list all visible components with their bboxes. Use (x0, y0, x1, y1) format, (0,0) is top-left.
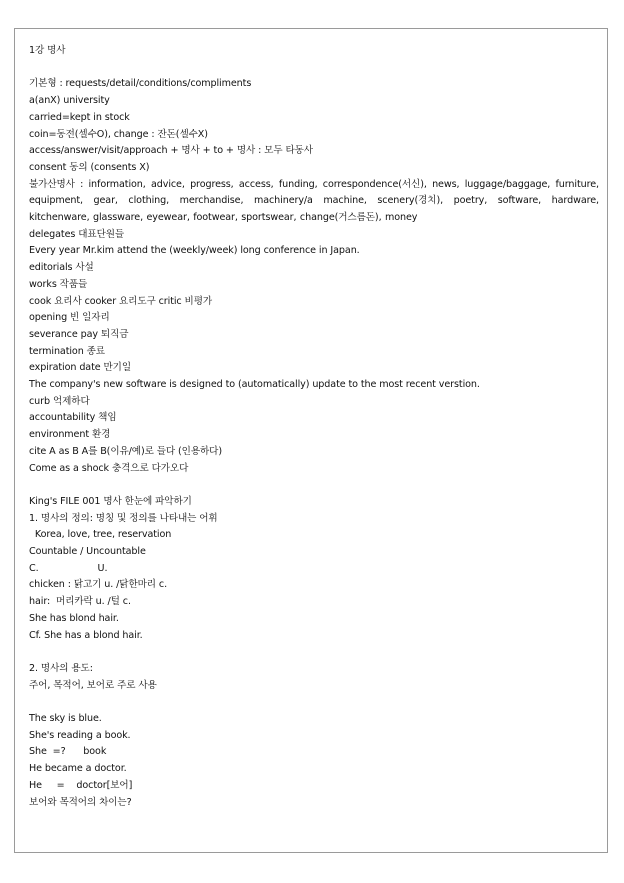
text-line: coin=동전(셀수O), change : 잔돈(셀수X) (29, 128, 208, 140)
text-line: carried=kept in stock (29, 111, 130, 123)
noun-usage-section (29, 661, 599, 694)
text-line: Come as a shock 충격으로 다가오다 (29, 462, 189, 474)
kings-file-section (29, 494, 599, 644)
text-line: He became a doctor. (29, 763, 127, 775)
text-line: She has blond hair. (29, 612, 119, 624)
text-line: She =? book (29, 746, 107, 758)
text-line: chicken : 닭고기 u. /닭한마리 c. (29, 579, 168, 591)
text-line: editorials 사설 (29, 262, 94, 274)
text-line: hair: 머리카락 u. /털 c. (29, 596, 131, 608)
text-line: The company's new software is designed to (automatically) update to the most recent verstion. (29, 379, 480, 391)
uncountable-nouns-paragraph: 불가산명사 : information, advice, progress, access, funding, correspondence(서신), news, luggage/baggage, furniture, equipment, gear, clothing, merchandise, machinery/a machine, scenery(경치), poetry, software, hardware, kitchenware, glassware, eyewear, footwear, sportswear, change(거스름돈), money (29, 178, 599, 224)
text-line: Korea, love, tree, reservation (29, 529, 172, 541)
text-line: severance pay 퇴직금 (29, 328, 129, 340)
spacer (29, 60, 599, 77)
text-line: access/answer/visit/approach + 명사 + to + 명사 : 모두 타동사 (29, 145, 313, 157)
text-line: a(anX) university (29, 95, 110, 107)
text-line: Cf. She has a blond hair. (29, 629, 143, 641)
text-line: 기본형 : requests/detail/conditions/compliments (29, 78, 252, 90)
spacer (29, 694, 599, 711)
text-line: cite A as B A를 B(이유/예)로 들다 (인용하다) (29, 445, 222, 457)
text-line: works 작품들 (29, 278, 88, 290)
document-body (29, 43, 599, 811)
spacer (29, 644, 599, 661)
text-line: 보어와 목적어의 차이는? (29, 796, 132, 808)
lesson-title: 1강 명사 (29, 45, 66, 56)
text-line: Countable / Uncountable (29, 546, 146, 558)
text-line: environment 환경 (29, 429, 111, 441)
text-line: expiration date 만기일 (29, 362, 132, 374)
text-line: The sky is blue. (29, 713, 102, 725)
text-line: He = doctor[보어] (29, 779, 133, 791)
text-line: delegates 대표단원들 (29, 228, 125, 240)
text-line: She's reading a book. (29, 729, 131, 741)
vocab-section (29, 76, 599, 477)
text-line: 주어, 목적어, 보어로 주로 사용 (29, 679, 157, 691)
text-line: termination 종료 (29, 345, 105, 357)
text-line: cook 요리사 cooker 요리도구 critic 비평가 (29, 295, 213, 307)
section-heading: King's FILE 001 명사 한눈에 파악하기 (29, 495, 192, 507)
document-page (14, 28, 608, 853)
text-line: curb 억제하다 (29, 395, 90, 407)
text-line: Every year Mr.kim attend the (weekly/week) long conference in Japan. (29, 245, 360, 257)
section-heading: 2. 명사의 용도: (29, 662, 93, 674)
spacer (29, 477, 599, 494)
text-line: C. U. (29, 562, 108, 574)
examples-section (29, 711, 599, 811)
text-line: consent 동의 (consents X) (29, 161, 150, 173)
text-line: accountability 책임 (29, 412, 117, 424)
text-line: opening 빈 일자리 (29, 312, 110, 324)
text-line: 1. 명사의 정의: 명칭 및 정의를 나타내는 어휘 (29, 512, 218, 524)
